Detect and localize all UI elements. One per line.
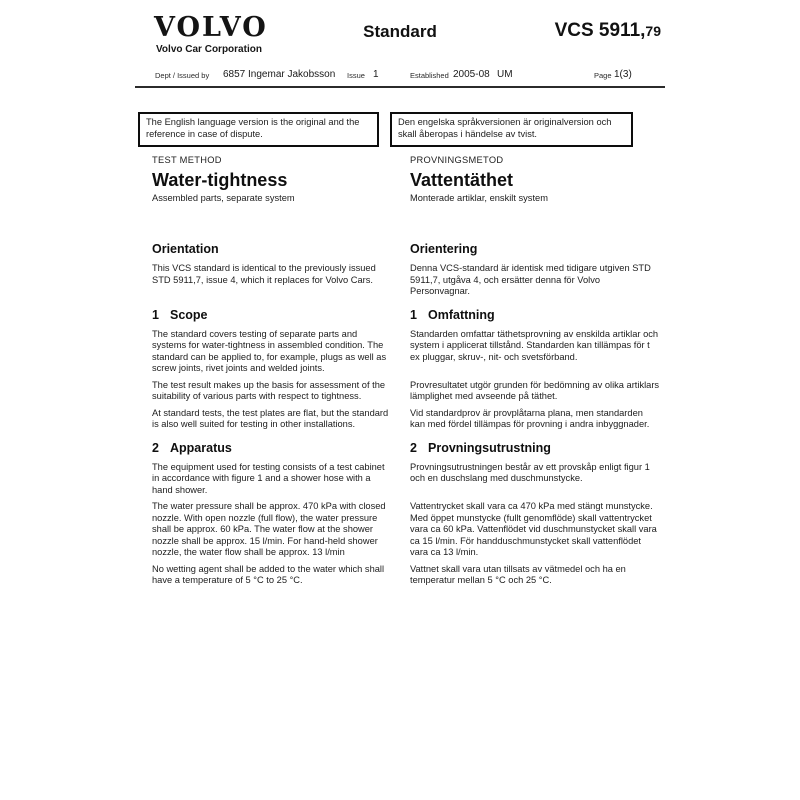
document-title-en: Water-tightness [152,169,288,190]
established-label: Established [410,71,449,80]
apparatus-title-en: Apparatus [170,440,232,455]
apparatus-paragraph-2-sv: Vattentrycket skall vara ca 470 kPa med stängt munstycke. Med öppet munstycke (fullt genomflöde) skall vattentrycket vara ca 60 kPa. Vattenflödet vid duschmunstycket skall vara ca 15 l/min. För handduschmunstycket skall vattenflödet vara ca 13 l/min. [410,501,657,557]
scope-number-en: 1 [152,307,159,322]
document-header [135,0,665,90]
scope-heading-sv [410,308,660,323]
content-grid [152,147,665,587]
issue-label: Issue [347,71,365,80]
apparatus-heading-en [152,441,390,456]
method-label-en: TEST METHOD [152,155,222,165]
established-org: UM [497,69,513,80]
document-number-suffix: 79 [645,23,661,39]
orientation-heading-sv: Orientering [410,242,478,256]
document-subtitle-sv: Monterade artiklar, enskilt system [410,192,548,203]
issue-value: 1 [373,69,379,80]
document-title-sv: Vattentäthet [410,169,514,190]
scope-paragraph-2-sv: Provresultatet utgör grunden för bedömning av olika artiklars lämplighet med avseende på täthet. [410,379,660,401]
scope-title-en: Scope [170,307,208,322]
notice-box-swedish: Den engelska språkversionen är originalversion och skall åberopas i händelse av tvist. [390,112,633,147]
document-subtitle-en: Assembled parts, separate system [152,192,295,203]
header-info-row [135,64,665,82]
scope-paragraph-1-en: The standard covers testing of separate parts and systems for water-tightness in assembled condition. The standard can be applied to, for example, plugs as well as screw joints, rivet joints and welded joints. [152,328,387,373]
scope-number-sv: 1 [410,307,417,322]
volvo-logo: VOLVO [154,12,268,43]
document-type: Standard [363,22,437,41]
apparatus-title-sv: Provningsutrustning [428,440,551,455]
orientation-heading-en: Orientation [152,242,219,256]
scope-paragraph-3-en: At standard tests, the test plates are flat, but the standard is also well suited for testing in other installations. [152,407,389,429]
dept-label: Dept / Issued by [155,71,210,80]
apparatus-paragraph-1-sv: Provningsutrustningen består av ett provskåp enligt figur 1 och en duschslang med duschmunstycke. [410,461,650,483]
method-title-block-sv [410,155,660,204]
orientation-paragraph-en: This VCS standard is identical to the previously issued STD 5911,7, issue 4, which it replaces for Volvo Cars. [152,263,376,285]
document-number-main: VCS 5911, [554,20,646,41]
apparatus-paragraph-1-en: The equipment used for testing consists of a test cabinet in accordance with figure 1 and a shower hose with a hand shower. [152,461,385,495]
document-page [135,0,665,587]
scope-heading-en [152,308,390,323]
page-label: Page [594,71,612,80]
scope-paragraph-3-sv: Vid standardprov är provplåtarna plana, men standarden kan med fördel tillämpas för provning i andra inbyggnader. [410,407,650,429]
apparatus-paragraph-3-en: No wetting agent shall be added to the water which shall have a temperature of 5 °C to 25 °C. [152,563,385,585]
orientation-paragraph-sv: Denna VCS-standard är identisk med tidigare utgiven STD 5911,7, utgåva 4, och ersätter denna för Volvo Personvagnar. [410,263,651,296]
header-divider [135,86,665,88]
apparatus-number-en: 2 [152,440,159,455]
established-value: 2005-08 [453,69,490,80]
method-title-block-en [152,155,390,204]
scope-paragraph-2-en: The test result makes up the basis for assessment of the suitability of various parts with respect to tightness. [152,379,386,401]
scope-paragraph-1-sv: Standarden omfattar täthetsprovning av enskilda artiklar och system i applicerat tillstånd. Standarden kan tillämpas för t ex pluggar, skruv-, nit- och svetsförband. [410,328,659,362]
document-number [555,20,661,42]
scope-title-sv: Omfattning [428,307,495,322]
apparatus-heading-sv [410,441,660,456]
apparatus-paragraph-3-sv: Vattnet skall vara utan tillsats av vätmedel och ha en temperatur mellan 5 °C och 25 °C. [410,563,626,585]
notice-row [138,112,665,147]
dept-value: 6857 Ingemar Jakobsson [223,69,336,80]
apparatus-number-sv: 2 [410,440,417,455]
method-label-sv: PROVNINGSMETOD [410,155,504,165]
page-value: 1(3) [614,69,632,80]
apparatus-paragraph-2-en: The water pressure shall be approx. 470 kPa with closed nozzle. With open nozzle (full flow), the water pressure shall be approx. 60 kPa. The water flow at the shower nozzle shall be approx. 15 l/min. For hand-held shower nozzle, the water flow shall be approx. 13 l/min [152,501,386,557]
notice-box-english: The English language version is the original and the reference in case of dispute. [138,112,379,147]
company-name: Volvo Car Corporation [156,44,262,55]
